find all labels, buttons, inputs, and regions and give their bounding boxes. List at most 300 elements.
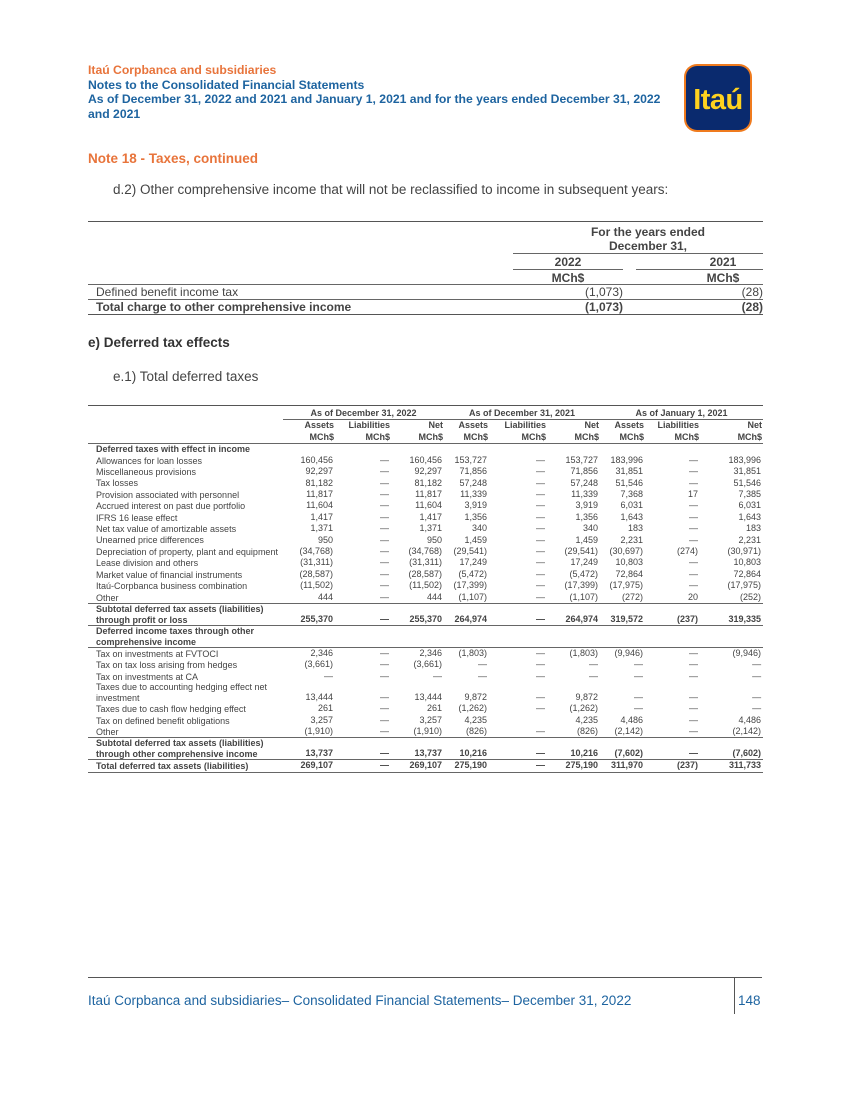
- cell-value: —: [689, 714, 699, 725]
- row-label: Unearned price differences: [96, 535, 204, 546]
- col-header: Assets: [458, 420, 489, 431]
- cell-value: —: [536, 557, 546, 568]
- cell-value: (29,541): [453, 545, 488, 556]
- cell-value: 20: [688, 591, 699, 602]
- cell-value: 269,107: [391, 760, 444, 772]
- cell-value: (826): [577, 726, 599, 737]
- cell-value: —: [589, 659, 599, 670]
- cell-value: —: [536, 591, 546, 602]
- table-row: [88, 546, 763, 557]
- row-label: Depreciation of property, plant and equipment: [96, 546, 278, 557]
- cell-value: —: [752, 703, 762, 714]
- cell-value: 1,459: [575, 534, 599, 545]
- table-row: [88, 489, 763, 500]
- cell-value: 10,803: [615, 557, 644, 568]
- cell-value: 3,257: [419, 714, 443, 725]
- cell-value: (252): [740, 591, 762, 602]
- cell-value: —: [380, 534, 389, 545]
- cell-value: —: [689, 454, 699, 465]
- table-row: [88, 671, 763, 682]
- row-label: IFRS 16 lease effect: [96, 512, 178, 523]
- cell-value: 51,546: [733, 477, 762, 488]
- company-name: Itaú Corpbanca and subsidiaries: [88, 63, 277, 77]
- cell-value: —: [489, 738, 547, 760]
- row-label: Tax on investments at CA: [96, 671, 199, 682]
- page-header: [88, 63, 688, 121]
- cell-value: —: [380, 670, 389, 681]
- cell-value: 11,339: [571, 488, 599, 499]
- cell-value: 160,456: [300, 454, 333, 465]
- cell-value: 444: [426, 591, 443, 602]
- cell-value: (9,946): [732, 648, 762, 658]
- cell-value: —: [489, 604, 547, 626]
- cell-value: 275,190: [444, 760, 489, 772]
- cell-value: (1,262): [458, 703, 488, 714]
- cell-value: 57,248: [459, 477, 488, 488]
- col-header: Liabilities: [657, 420, 700, 431]
- section-header-row: [88, 444, 763, 455]
- total-row: [88, 760, 763, 772]
- cell-value: 4,486: [620, 714, 644, 725]
- cell-value: —: [335, 738, 391, 760]
- cell-value: (34,768): [299, 545, 333, 556]
- cell-value: —: [335, 604, 391, 626]
- cell-value: —: [478, 659, 488, 670]
- cell-value: 81,182: [414, 477, 443, 488]
- row-label: Lease division and others: [96, 558, 199, 569]
- cell-value: —: [536, 466, 546, 477]
- cell-value: (30,971): [727, 545, 762, 556]
- cell-value: 311,970: [600, 760, 645, 772]
- row-label: Subtotal deferred tax assets (liabilities) through profit or loss: [88, 604, 283, 626]
- cell-value: 4,235: [464, 714, 488, 725]
- unit-header: MCh$: [600, 432, 645, 444]
- cell-value: —: [380, 454, 389, 465]
- cell-value: (1,910): [413, 726, 443, 737]
- unit-2022: MCh$: [551, 271, 585, 285]
- cell-value: (1,910): [304, 726, 333, 737]
- cell-value: 3,919: [575, 500, 599, 511]
- cell-value: —: [752, 670, 762, 681]
- cell-value: —: [689, 568, 699, 579]
- cell-value: 1,356: [575, 511, 599, 522]
- unit-header: MCh$: [283, 432, 335, 444]
- table-row: [88, 648, 763, 660]
- cell-value: —: [536, 545, 546, 556]
- col-header: Net: [428, 420, 444, 431]
- cell-value: 1,459: [464, 534, 488, 545]
- cell-value: —: [536, 477, 546, 488]
- cell-value: 3,257: [310, 714, 333, 725]
- row-label: Subtotal deferred tax assets (liabilities) through other comprehensive income: [88, 738, 283, 760]
- cell-value: 183,996: [610, 454, 644, 465]
- cell-value: 9,872: [464, 691, 488, 702]
- cell-value: —: [689, 691, 699, 702]
- cell-value: (28,587): [408, 568, 443, 579]
- cell-value: 3,919: [464, 500, 488, 511]
- row-label: Tax on investments at FVTOCI: [96, 648, 219, 659]
- cell-value: —: [752, 659, 762, 670]
- row-label: Accrued interest on past due portfolio: [96, 501, 246, 512]
- table-row: [88, 592, 763, 604]
- itau-logo: [684, 64, 752, 132]
- cell-value: 950: [317, 534, 333, 545]
- cell-value: (5,472): [569, 568, 599, 579]
- subtotal-row: [88, 738, 763, 760]
- cell-value: —: [689, 580, 699, 591]
- cell-value: 261: [317, 703, 333, 714]
- cell-value: 183: [628, 523, 644, 534]
- cell-value: —: [380, 580, 389, 591]
- cell-value: 81,182: [305, 477, 333, 488]
- cell-value: 13,444: [305, 691, 333, 702]
- cell-value: —: [380, 511, 389, 522]
- cell-value: 72,864: [733, 568, 762, 579]
- cell-value: —: [536, 580, 546, 591]
- cell-value: —: [536, 726, 546, 737]
- cell-value: 444: [317, 591, 333, 602]
- cell-value: —: [689, 466, 699, 477]
- cell-value: 6,031: [738, 500, 762, 511]
- cell-value: 11,817: [306, 488, 333, 499]
- cell-value: 71,856: [459, 466, 488, 477]
- cell-value: —: [380, 557, 389, 568]
- period-header-2: December 31,: [608, 239, 688, 253]
- cell-value: (1,107): [458, 591, 488, 602]
- year-2022: 2022: [554, 255, 582, 269]
- row-label: Defined benefit income tax: [96, 285, 239, 299]
- cell-value: (1,107): [569, 591, 599, 602]
- table-row: [88, 466, 763, 477]
- cell-value: (7,602): [600, 738, 645, 760]
- cell-value: (274): [677, 545, 699, 556]
- cell-value: —: [380, 703, 389, 714]
- table-row: [88, 557, 763, 568]
- cell-value: (31,311): [300, 557, 333, 568]
- cell-value: (272): [622, 591, 644, 602]
- cell-value: —: [380, 726, 389, 737]
- cell-value: 6,031: [620, 500, 644, 511]
- cell-value: (3,661): [304, 659, 333, 670]
- cell-value: —: [536, 659, 546, 670]
- cell-value: —: [380, 500, 389, 511]
- cell-value: 10,216: [547, 738, 600, 760]
- cell-value: 269,107: [283, 760, 335, 772]
- cell-value: 2,231: [738, 534, 762, 545]
- cell-value: 13,737: [283, 738, 335, 760]
- cell-value: 31,851: [615, 466, 644, 477]
- cell-value: —: [536, 523, 546, 534]
- header-period-line-2: and 2021: [88, 106, 141, 121]
- table-row: [88, 478, 763, 489]
- row-label: Net tax value of amortizable assets: [96, 524, 237, 535]
- cell-value: —: [536, 568, 546, 579]
- cell-value: 11,817: [415, 488, 443, 499]
- col-header: Liabilities: [504, 420, 547, 431]
- cell-value: (30,697): [609, 545, 644, 556]
- cell-value: 2,231: [620, 534, 644, 545]
- cell-value: —: [689, 477, 699, 488]
- cell-value: —: [380, 477, 389, 488]
- row-label: Tax losses: [96, 478, 139, 489]
- table-row: [88, 455, 763, 466]
- cell-value: —: [689, 534, 699, 545]
- cell-value: —: [634, 691, 644, 702]
- cell-value: (28,587): [299, 568, 333, 579]
- cell-value: 319,335: [700, 604, 763, 626]
- row-label: Provision associated with personnel: [96, 489, 240, 500]
- row-label: Tax on tax loss arising from hedges: [96, 660, 238, 671]
- row-label: Allowances for loan losses: [96, 455, 203, 466]
- deferred-taxes-table: [88, 405, 763, 773]
- row-label: Other: [96, 726, 119, 737]
- group-header: As of December 31, 2022: [283, 406, 444, 420]
- cell-value: 311,733: [700, 760, 763, 772]
- cell-value: 51,546: [615, 477, 644, 488]
- cell-value: 1,643: [738, 511, 762, 522]
- cell-value: —: [380, 488, 389, 499]
- cell-value: —: [689, 670, 699, 681]
- row-label: Tax on defined benefit obligations: [96, 715, 230, 726]
- table-row: [88, 512, 763, 523]
- cell-value: (237): [645, 604, 700, 626]
- section-header: Deferred income taxes through other comprehensive income: [88, 626, 283, 648]
- cell-value: —: [645, 738, 700, 760]
- row-label: Itaú-Corpbanca business combination: [96, 581, 248, 592]
- cell-value: 92,297: [305, 466, 333, 477]
- cell-value: [489, 715, 547, 726]
- section-e-title: e) Deferred tax effects: [88, 335, 230, 350]
- cell-value: —: [634, 659, 644, 670]
- cell-value: 4,235: [575, 714, 599, 725]
- year-2021: 2021: [709, 255, 737, 269]
- cell-value: —: [536, 703, 546, 714]
- cell-value: 1,643: [620, 511, 644, 522]
- cell-value: 275,190: [547, 760, 600, 772]
- table-row: [88, 726, 763, 738]
- cell-value: (17,399): [564, 580, 599, 591]
- group-header: As of January 1, 2021: [600, 406, 763, 420]
- cell-value: 340: [583, 523, 599, 534]
- cell-value: —: [335, 760, 391, 772]
- cell-value: —: [536, 534, 546, 545]
- cell-value: —: [689, 703, 699, 714]
- cell-value: 17,249: [459, 557, 488, 568]
- subtotal-row: [88, 604, 763, 626]
- cell-value: 13,737: [391, 738, 444, 760]
- cell-value: 13,444: [414, 691, 443, 702]
- period-header-1: For the years ended: [590, 225, 706, 239]
- cell-value: 160,456: [409, 454, 443, 465]
- table-row: [88, 580, 763, 591]
- page-number: 148: [738, 993, 761, 1008]
- cell-value: 17,249: [570, 557, 599, 568]
- cell-value: 72,864: [615, 568, 644, 579]
- cell-value: —: [380, 545, 389, 556]
- oci-table: [88, 221, 763, 314]
- table-row: [88, 569, 763, 580]
- total-label: Total charge to other comprehensive income: [96, 300, 352, 314]
- unit-header: MCh$: [489, 432, 547, 444]
- col-header: Assets: [304, 420, 334, 431]
- section-header-row: [88, 626, 763, 648]
- table-row: [88, 682, 763, 703]
- cell-value: 1,417: [310, 511, 333, 522]
- cell-value: —: [689, 557, 699, 568]
- cell-value: (1,262): [569, 703, 599, 714]
- cell-value: (11,502): [409, 580, 443, 591]
- cell-value: (3,661): [413, 659, 443, 670]
- cell-value: 31,851: [733, 466, 762, 477]
- cell-value: 2,346: [310, 648, 333, 658]
- col-header: Net: [584, 420, 600, 431]
- cell-value: —: [380, 466, 389, 477]
- cell-value: 11,339: [460, 488, 488, 499]
- cell-value: 1,417: [419, 511, 443, 522]
- cell-value: (17,399): [453, 580, 488, 591]
- note-title: Note 18 - Taxes, continued: [88, 151, 259, 166]
- unit-header: MCh$: [700, 432, 763, 444]
- cell-value: 950: [426, 534, 443, 545]
- cell-value: —: [536, 511, 546, 522]
- cell-value: 1,371: [419, 523, 443, 534]
- row-label: Miscellaneous provisions: [96, 467, 197, 478]
- table-row: [88, 659, 763, 670]
- unit-header: MCh$: [335, 432, 391, 444]
- cell-value: —: [536, 500, 546, 511]
- cell-value: 10,803: [733, 557, 762, 568]
- cell-value: 4,486: [738, 714, 762, 725]
- section-header: Deferred taxes with effect in income: [96, 444, 251, 455]
- cell-value: —: [589, 670, 599, 681]
- cell-value: 264,974: [547, 604, 600, 626]
- cell-value: —: [380, 523, 389, 534]
- cell-value: 1,356: [464, 511, 488, 522]
- total-value-2021: (28): [741, 300, 763, 314]
- cell-value: —: [536, 488, 546, 499]
- cell-value: 1,371: [310, 523, 333, 534]
- cell-value: (237): [645, 760, 700, 772]
- unit-2021: MCh$: [706, 271, 740, 285]
- cell-value: (826): [466, 726, 488, 737]
- cell-value: —: [433, 670, 443, 681]
- cell-value: (17,975): [727, 580, 762, 591]
- cell-value: —: [752, 691, 762, 702]
- header-notes-title: Notes to the Consolidated Financial Statements: [88, 77, 365, 92]
- cell-value: (2,142): [614, 726, 644, 737]
- col-header: Liabilities: [348, 420, 390, 431]
- table-row: [88, 535, 763, 546]
- cell-value: —: [536, 454, 546, 465]
- row-value-2022: (1,073): [584, 285, 623, 299]
- cell-value: —: [380, 591, 389, 602]
- header-period-line: As of December 31, 2022 and 2021 and January 1, 2021 and for the years ended December 31, 2022: [88, 92, 661, 106]
- footer-text: Itaú Corpbanca and subsidiaries– Consolidated Financial Statements– December 31, 2022: [88, 993, 632, 1008]
- cell-value: (17,975): [609, 580, 644, 591]
- cell-value: 92,297: [414, 466, 443, 477]
- cell-value: (2,142): [732, 726, 762, 737]
- cell-value: (29,541): [564, 545, 599, 556]
- cell-value: —: [478, 670, 488, 681]
- col-header: Net: [747, 420, 763, 431]
- cell-value: 153,727: [565, 454, 599, 465]
- col-header: Assets: [614, 420, 645, 431]
- cell-value: 264,974: [444, 604, 489, 626]
- cell-value: 183,996: [728, 454, 762, 465]
- row-label: Total deferred tax assets (liabilities): [88, 760, 283, 772]
- cell-value: 340: [471, 523, 488, 534]
- cell-value: 2,346: [419, 648, 443, 658]
- cell-value: 57,248: [570, 477, 599, 488]
- cell-value: —: [689, 726, 699, 737]
- cell-value: (5,472): [458, 568, 488, 579]
- cell-value: (31,311): [409, 557, 443, 568]
- cell-value: 9,872: [575, 691, 599, 702]
- cell-value: —: [634, 670, 644, 681]
- unit-header: MCh$: [391, 432, 444, 444]
- cell-value: —: [380, 659, 389, 670]
- cell-value: 261: [426, 703, 443, 714]
- row-label: Market value of financial instruments: [96, 569, 243, 580]
- row-label: Other: [96, 592, 119, 603]
- cell-value: 11,604: [306, 500, 333, 511]
- table-row: [88, 715, 763, 726]
- cell-value: —: [689, 659, 699, 670]
- cell-value: —: [536, 648, 546, 658]
- cell-value: —: [489, 760, 547, 772]
- unit-header: MCh$: [645, 432, 700, 444]
- cell-value: —: [689, 523, 699, 534]
- cell-value: —: [380, 648, 389, 658]
- cell-value: —: [536, 670, 546, 681]
- cell-value: —: [634, 703, 644, 714]
- cell-value: (11,502): [300, 580, 333, 591]
- cell-value: 71,856: [570, 466, 599, 477]
- cell-value: (9,946): [614, 648, 644, 658]
- logo-text: Itaú: [693, 84, 743, 116]
- cell-value: 7,385: [738, 488, 762, 499]
- cell-value: —: [380, 714, 389, 725]
- cell-value: (34,768): [408, 545, 443, 556]
- cell-value: 17: [688, 488, 699, 499]
- cell-value: 255,370: [391, 604, 444, 626]
- total-value-2022: (1,073): [584, 300, 623, 314]
- cell-value: (1,803): [569, 648, 599, 658]
- cell-value: —: [689, 648, 699, 658]
- cell-value: 11,604: [415, 500, 443, 511]
- cell-value: —: [689, 500, 699, 511]
- table-row: [88, 523, 763, 534]
- cell-value: 7,368: [620, 488, 644, 499]
- table-row: [88, 500, 763, 511]
- unit-header: MCh$: [547, 432, 600, 444]
- section-d2-title: d.2) Other comprehensive income that will not be reclassified to income in subsequent years:: [113, 182, 669, 197]
- cell-value: 10,216: [444, 738, 489, 760]
- row-label: Taxes due to cash flow hedging effect: [96, 704, 246, 715]
- cell-value: —: [689, 511, 699, 522]
- cell-value: —: [380, 568, 389, 579]
- cell-value: —: [380, 691, 389, 702]
- cell-value: —: [324, 670, 333, 681]
- cell-value: 153,727: [454, 454, 488, 465]
- cell-value: (7,602): [700, 738, 763, 760]
- group-header: As of December 31, 2021: [444, 406, 600, 420]
- cell-value: (1,803): [458, 648, 488, 658]
- section-e1-title: e.1) Total deferred taxes: [113, 369, 259, 384]
- row-label: Taxes due to accounting hedging effect net investment: [96, 682, 267, 703]
- table-row: [88, 703, 763, 714]
- cell-value: 183: [746, 523, 762, 534]
